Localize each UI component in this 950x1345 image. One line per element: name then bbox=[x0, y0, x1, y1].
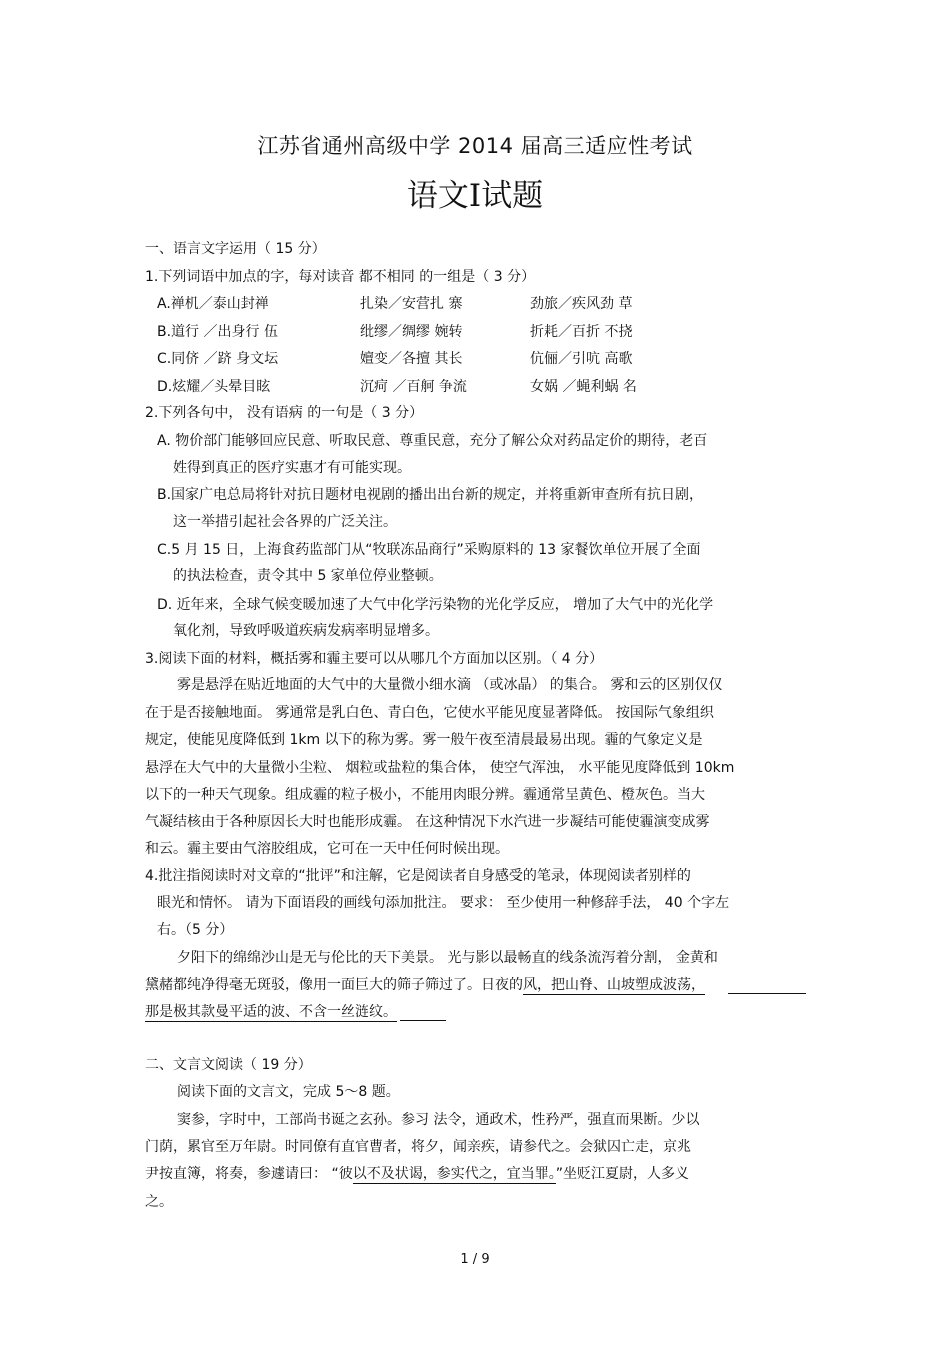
q3-text-line: 气凝结核由于各种原因长大时也能形成霾。 在这种情况下水汽进一步凝结可能使霾演变成雾 bbox=[145, 814, 710, 830]
q1-row-c-col3: 伉俪／引吭 高歌 bbox=[530, 351, 633, 367]
q3-text-line: 悬浮在大气中的大量微小尘粒、 烟粒或盐粒的集合体， 使空气浑浊， 水平能见度降低到 10km bbox=[145, 760, 735, 776]
subject-title: 语文Ⅰ试题 bbox=[406, 178, 544, 214]
q2-option-b-line1: B.国家广电总局将针对抗日题材电视剧的播出出台新的规定，并将重新审查所有抗日剧， bbox=[157, 487, 704, 503]
q2-stem: 2.下列各句中， 没有语病 的一句是（ 3 分） bbox=[145, 405, 424, 421]
q2-option-d-line1: D. 近年来，全球气候变暖加速了大气中化学污染物的光化学反应， 增加了大气中的光化学 bbox=[157, 597, 714, 613]
q1-row-c-col2: 嬗变／各擅 其长 bbox=[360, 351, 463, 367]
page-number: 1 / 9 bbox=[460, 1252, 490, 1267]
classical-text-line bbox=[145, 1165, 689, 1183]
q1-row-d-col2: 沉疴 ／百舸 争流 bbox=[360, 379, 467, 395]
q4-passage-line1: 夕阳下的绵绵沙山是无与伦比的天下美景。 光与影以最畅直的线条流泻着分割， 金黄和 bbox=[177, 950, 718, 966]
q1-row-d-col1: D.炫耀／头晕目眩 bbox=[157, 379, 271, 395]
classical-text-tail: ”坐贬江夏尉，人多义 bbox=[555, 1166, 689, 1182]
q2-option-a-line2: 姓得到真正的医疗实惠才有可能实现。 bbox=[173, 460, 411, 476]
q1-row-b-col3: 折耗／百折 不挠 bbox=[530, 324, 633, 340]
section2-heading: 二、文言文阅读（ 19 分） bbox=[145, 1057, 312, 1073]
classical-text-line: 门荫，累官至万年尉。时同僚有直官曹者，将夕，闻亲疾，请参代之。会狱囚亡走，京兆 bbox=[145, 1139, 691, 1155]
q2-option-b-line2: 这一举措引起社会各界的广泛关注。 bbox=[173, 514, 397, 530]
q1-row-a-col3: 劲旅／疾风劲 草 bbox=[530, 296, 633, 312]
classical-text-plain: 尹按直簿，将奏，参遽请曰： “彼 bbox=[145, 1166, 353, 1182]
q4-underlined-sentence: 风，把山脊、山坡塑成波荡， bbox=[523, 977, 705, 993]
q1-row-c-col1: C.同侪 ／跻 身文坛 bbox=[157, 351, 279, 367]
q3-text-line: 在于是否接触地面。 雾通常是乳白色、青白色，它使水平能见度显著降低。 按国际气象组织 bbox=[145, 705, 714, 721]
q3-text-line: 规定，使能见度降低到 1km 以下的称为雾。雾一般午夜至清晨最易出现。霾的气象定义是 bbox=[145, 732, 703, 748]
classical-text-line: 之。 bbox=[145, 1194, 173, 1210]
q4-passage-line3 bbox=[145, 1003, 397, 1021]
classical-text-line: 窦参，字时中，工部尚书诞之玄孙。参习 法令，通政术，性矜严，强直而果断。少以 bbox=[177, 1112, 700, 1128]
q3-stem: 3.阅读下面的材料，概括雾和霾主要可以从哪几个方面加以区别。（ 4 分） bbox=[145, 651, 604, 667]
q1-row-b-col2: 纰缪／绸缪 婉转 bbox=[360, 324, 463, 340]
q4-stem-line2: 眼光和情怀。 请为下面语段的画线句添加批注。 要求： 至少使用一种修辞手法， 40 个字左 bbox=[157, 895, 730, 911]
q3-text-line: 和云。霾主要由气溶胶组成，它可在一天中任何时候出现。 bbox=[145, 841, 509, 857]
q4-underline-extension bbox=[400, 1020, 446, 1021]
q4-underline-extension bbox=[728, 993, 806, 994]
classical-underlined-sentence: 以不及状谒，参实代之，宜当罪。 bbox=[352, 1166, 556, 1182]
q2-option-c-line1: C.5 月 15 日，上海食药监部门从“牧联冻品商行”采购原料的 13 家餐饮单位开展了全面 bbox=[157, 542, 701, 558]
q2-option-c-line2: 的执法检查，责令其中 5 家单位停业整顿。 bbox=[173, 568, 443, 584]
q3-text-line: 以下的一种天气现象。组成霾的粒子极小，不能用肉眼分辨。霾通常呈黄色、橙灰色。当大 bbox=[145, 787, 705, 803]
section1-heading: 一、语言文字运用（ 15 分） bbox=[145, 241, 326, 257]
q2-option-a-line1: A. 物价部门能够回应民意、听取民意、尊重民意，充分了解公众对药品定价的期待，老百 bbox=[157, 433, 708, 449]
q1-row-a-col2: 扎染／安营扎 寨 bbox=[360, 296, 463, 312]
exam-title: 江苏省通州高级中学 2014 届高三适应性考试 bbox=[257, 134, 693, 158]
q1-row-a-col1: A.禅机／泰山封禅 bbox=[157, 296, 269, 312]
q3-text-line: 雾是悬浮在贴近地面的大气中的大量微小细水滴 （或冰晶） 的集合。 雾和云的区别仅仅 bbox=[177, 677, 723, 693]
q4-stem-line1: 4.批注指阅读时对文章的“批评”和注解，它是阅读者自身感受的笔录，体现阅读者别样的 bbox=[145, 868, 691, 884]
q4-stem-line3: 右。（5 分） bbox=[157, 922, 234, 938]
q4-underlined-sentence-end: 那是极其款曼平适的波、不含一丝涟纹。 bbox=[145, 1004, 397, 1020]
q1-row-b-col1: B.道行 ／出身行 伍 bbox=[157, 324, 278, 340]
q4-passage-line2 bbox=[145, 976, 705, 994]
section2-intro: 阅读下面的文言文，完成 5～8 题。 bbox=[177, 1084, 400, 1100]
q1-stem: 1.下列词语中加点的字，每对读音 都不相同 的一组是（ 3 分） bbox=[145, 269, 536, 285]
q1-row-d-col3: 女娲 ／蝇利蜗 名 bbox=[530, 379, 637, 395]
q4-passage-plain: 黛赭都纯净得毫无斑驳，像用一面巨大的筛子筛过了。日夜的 bbox=[145, 977, 523, 993]
q2-option-d-line2: 氧化剂，导致呼吸道疾病发病率明显增多。 bbox=[173, 623, 439, 639]
